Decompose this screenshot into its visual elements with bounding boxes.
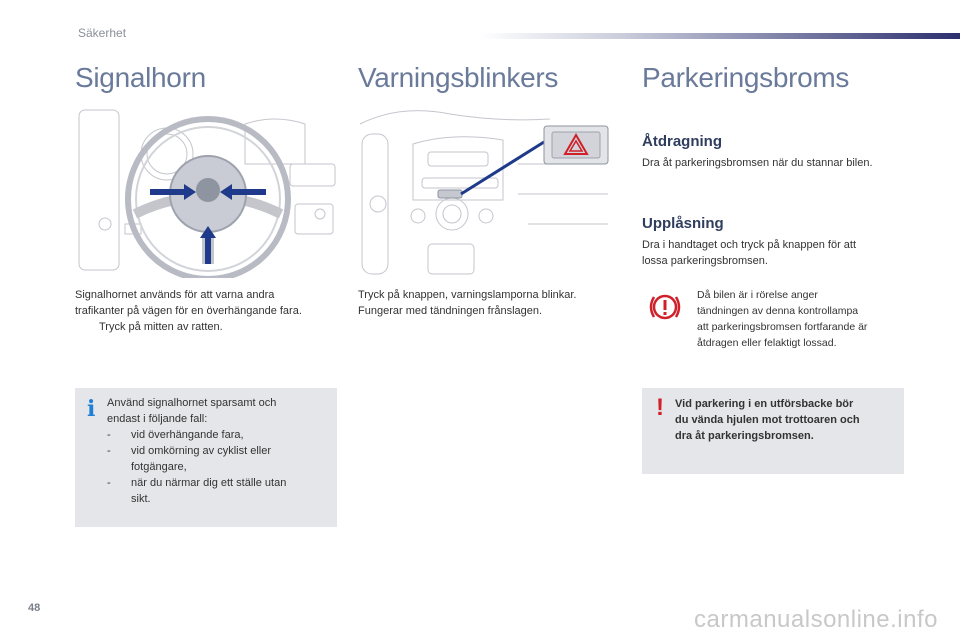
- brake-title: Parkeringsbroms: [642, 62, 850, 93]
- section-label: Säkerhet: [78, 26, 127, 40]
- header-gradient-bar: [480, 33, 960, 39]
- page-number: 48: [28, 602, 41, 614]
- watermark: carmanualsonline.info: [694, 606, 938, 633]
- releasing-text: Dra i handtaget och tryck på knappen för att lossa parkeringsbromsen.: [642, 239, 857, 267]
- dashboard-hazard-illustration: [358, 104, 620, 278]
- brake-caution-box: ! Vid parkering i en utförsbacke bör du vända hjulen mot trottoaren och dra åt parkeringsbromsen.: [642, 388, 904, 474]
- horn-paragraph: Signalhornet används för att varna andra trafikanter på vägen för en överhängande fara. Tryck på mitten av ratten.: [75, 289, 302, 333]
- horn-info-box: i Använd signalhornet sparsamt och endast i följande fall: - vid överhängande fara, - vid omkörning av cyklist eller fotgängare, - när du närmar dig ett ställe utan sikt.: [75, 388, 337, 527]
- info-icon: i: [87, 396, 96, 422]
- releasing-heading: Upplåsning: [642, 215, 724, 232]
- instruction-marker: [75, 319, 99, 335]
- applying-heading: Åtdragning: [642, 133, 722, 150]
- brake-warning-note: Då bilen är i rörelse anger tändningen av denna kontrollampa att parkeringsbromsen fortfarande är åtdragen eller felaktigt lossad.: [697, 289, 868, 349]
- hazard-title: Varningsblinkers: [358, 62, 559, 93]
- brake-warning-lamp-icon: [648, 290, 682, 324]
- exclamation-icon: !: [656, 394, 664, 421]
- applying-text: Dra åt parkeringsbromsen när du stannar bilen.: [642, 157, 873, 169]
- hazard-paragraph: Tryck på knappen, varningslamporna blinkar. Fungerar med tändningen frånslagen.: [358, 289, 577, 317]
- horn-instruction: Tryck på mitten av ratten.: [99, 321, 223, 333]
- steering-wheel-illustration: [75, 104, 337, 278]
- horn-title: Signalhorn: [75, 62, 206, 93]
